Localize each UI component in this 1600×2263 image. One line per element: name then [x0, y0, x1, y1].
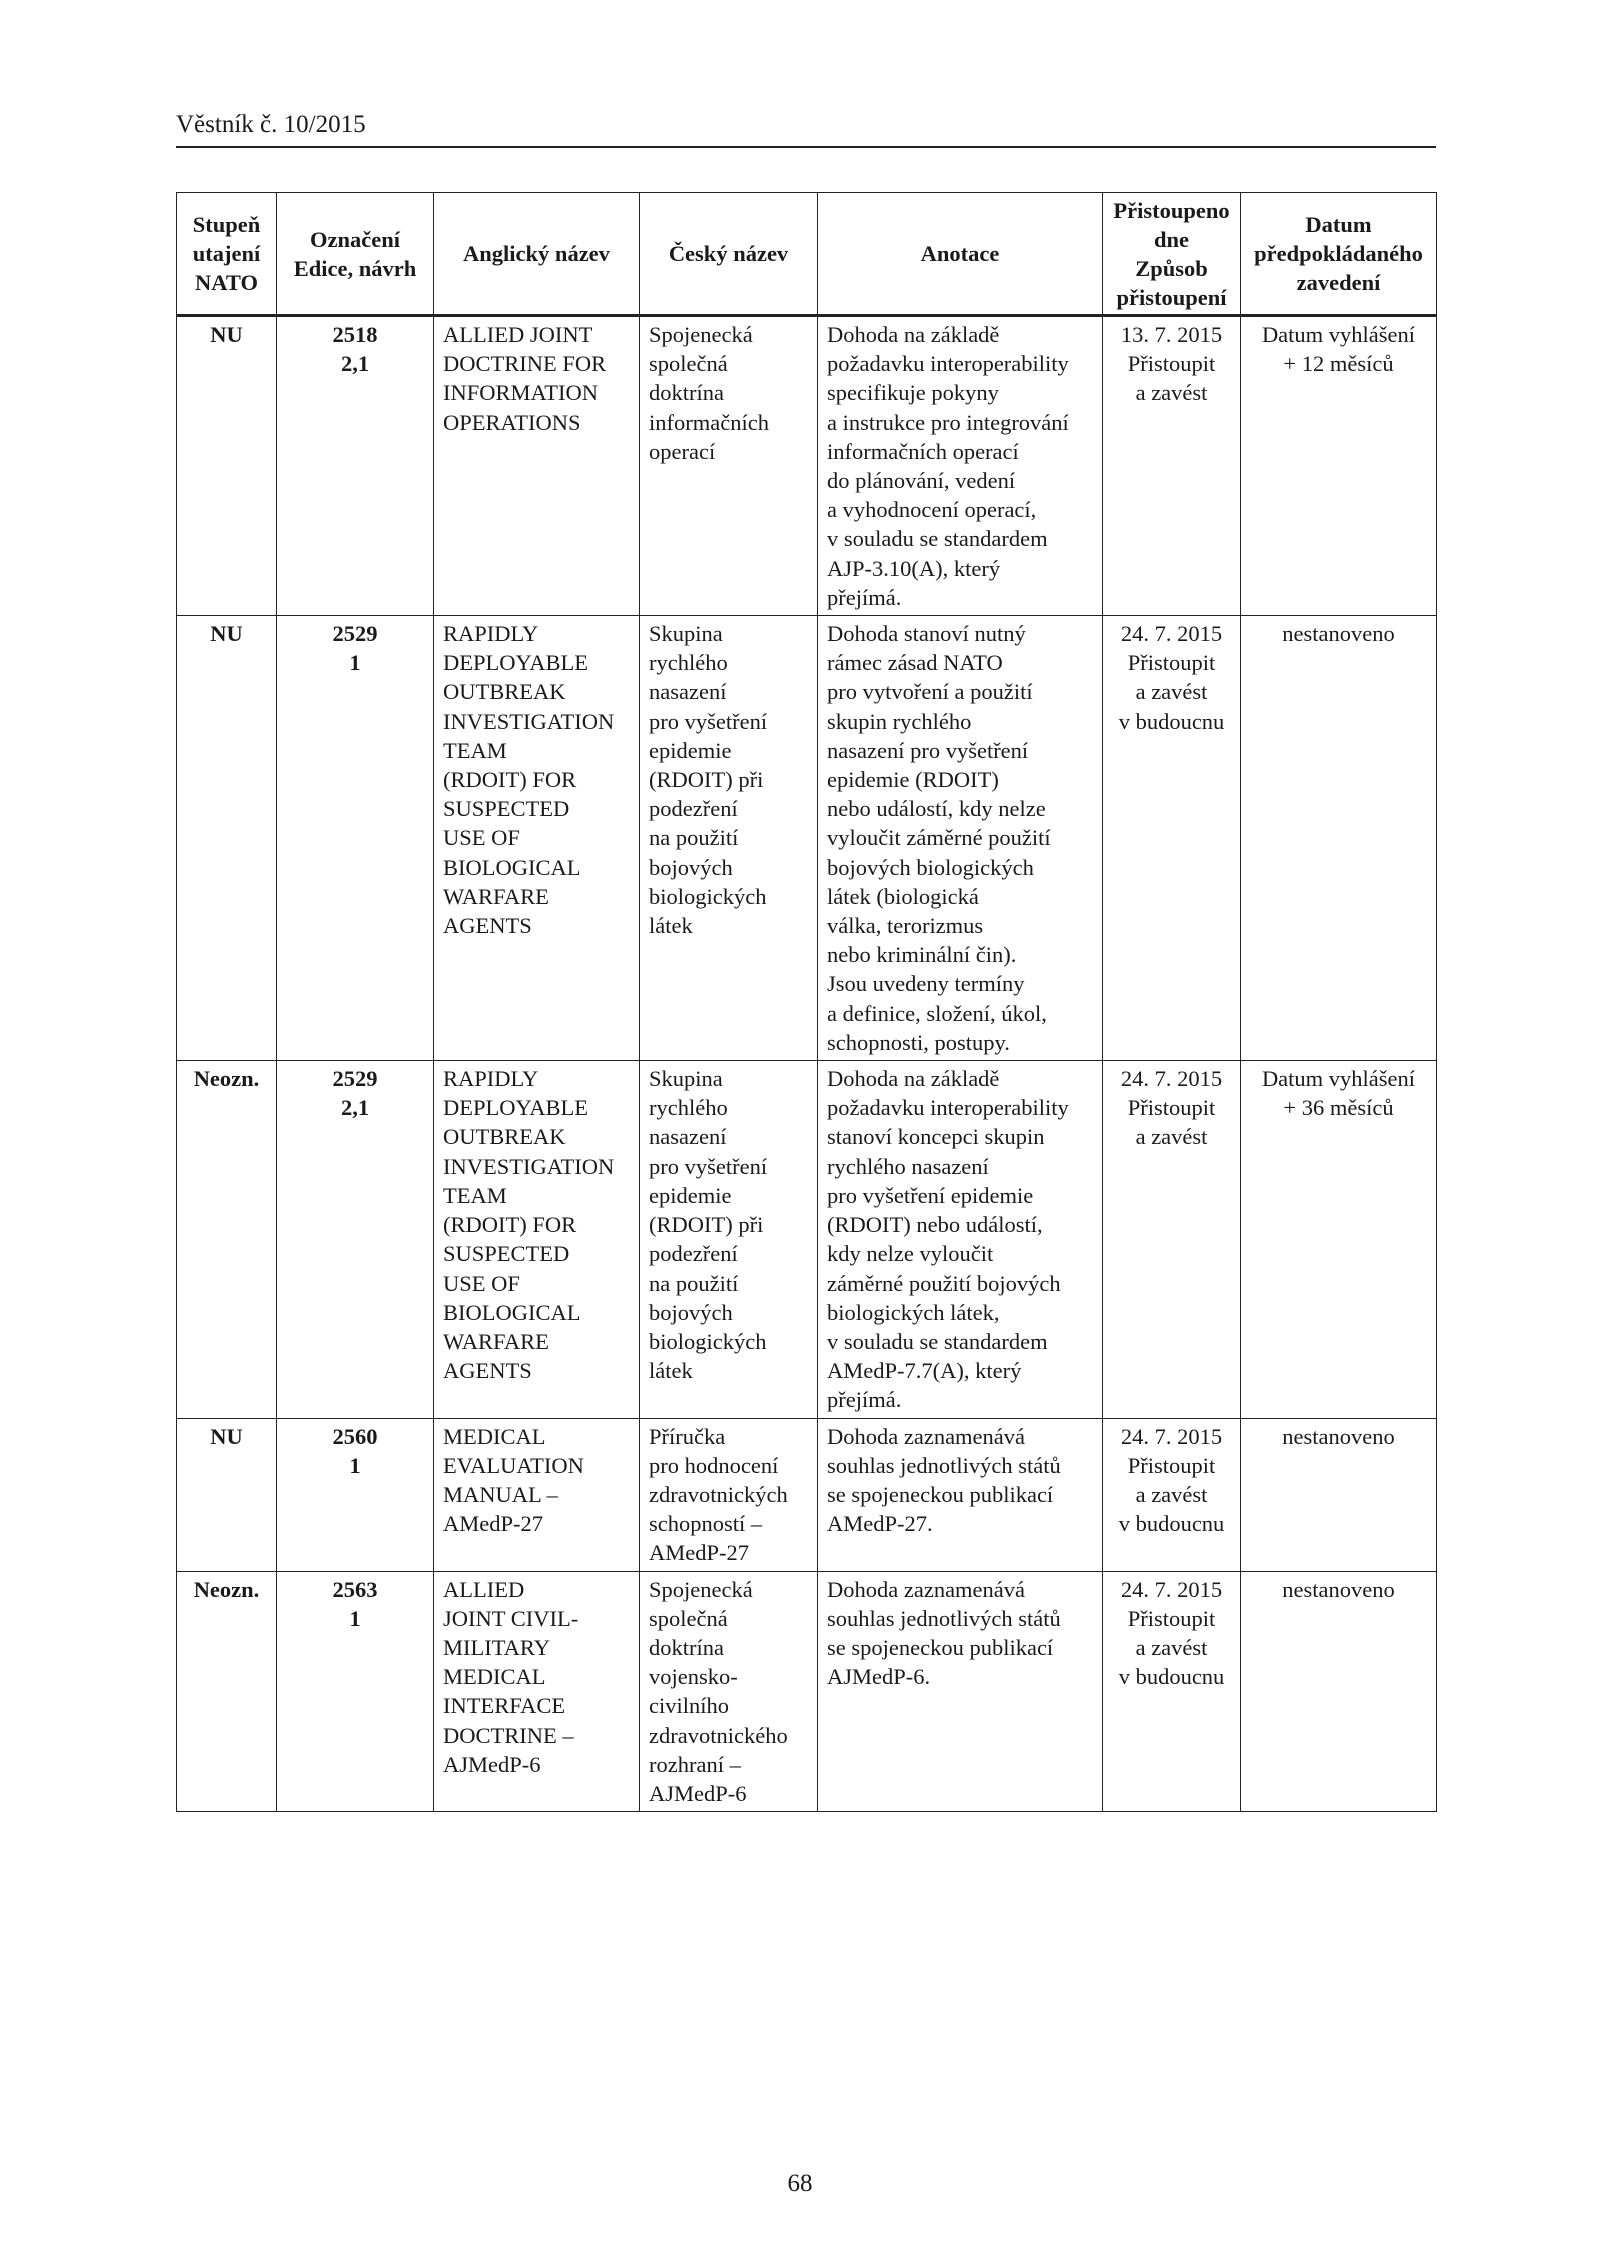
cell-line: DOCTRINE –	[443, 1722, 574, 1748]
cell-line: MANUAL –	[443, 1481, 558, 1507]
cell-line: nasazení	[649, 679, 727, 705]
cell-line: ALLIED	[443, 1576, 525, 1602]
cell-line: 2529	[332, 1066, 378, 1092]
ratification-cell	[1103, 1571, 1241, 1812]
page-header	[176, 110, 1436, 148]
cell-line: AJP-3.10(A), který	[827, 555, 1001, 581]
cell-line: Skupina	[649, 1066, 723, 1092]
col-stupen-utajeni-header	[177, 193, 277, 316]
ratification-cell	[1103, 1418, 1241, 1571]
table-header	[177, 193, 1437, 316]
cell-line: USE OF	[443, 1270, 520, 1296]
cell-line: 24. 7. 2015	[1120, 1423, 1223, 1449]
cell-line: Český název	[668, 241, 789, 266]
cell-line: a zavést	[1135, 1124, 1208, 1150]
cell-line: pro vyšetření epidemie	[827, 1182, 1034, 1208]
cell-line: civilního	[649, 1693, 729, 1719]
cell-line: 13. 7. 2015	[1120, 322, 1223, 347]
cell-line: 2560	[332, 1423, 378, 1449]
annotation-cell	[818, 1061, 1103, 1418]
cell-line: AJMedP-6	[649, 1780, 747, 1806]
classification-cell: NU	[177, 1418, 277, 1571]
ratification-cell	[1103, 616, 1241, 1061]
annotation-cell	[818, 616, 1103, 1061]
cell-line: AGENTS	[443, 1358, 532, 1384]
table-row	[177, 1061, 1437, 1418]
czech-title-cell	[640, 1571, 818, 1812]
col-cesky-nazev-header	[640, 193, 818, 316]
cell-line: INVESTIGATION	[443, 1153, 615, 1179]
cell-line: AGENTS	[443, 913, 532, 939]
stanag-number-cell	[277, 1418, 434, 1571]
cell-line: požadavku interoperability	[827, 351, 1069, 377]
cell-line: WARFARE	[443, 883, 549, 909]
czech-title-cell	[640, 1061, 818, 1418]
table-row	[177, 1571, 1437, 1812]
stanag-number-cell	[277, 616, 434, 1061]
classification-cell: Neozn.	[177, 1571, 277, 1812]
stanag-number-cell	[277, 1571, 434, 1812]
cell-line: Přistoupeno	[1113, 197, 1230, 223]
cell-line: AJMedP-6.	[827, 1664, 931, 1690]
cell-line: INTERFACE	[443, 1693, 566, 1719]
cell-line: bojových	[649, 1299, 733, 1325]
cell-line: TEAM	[443, 737, 507, 763]
implementation-date-cell	[1241, 316, 1437, 616]
cell-line: zavedení	[1296, 270, 1381, 295]
classification-cell: Neozn.	[177, 1061, 277, 1418]
cell-line: do plánování, vedení	[827, 468, 1016, 494]
cell-line: Anglický název	[463, 241, 610, 266]
cell-line: bojových biologických	[827, 854, 1034, 880]
cell-line: Označení	[310, 226, 400, 252]
cell-line: TEAM	[443, 1182, 507, 1208]
cell-line: rychlého nasazení	[827, 1153, 989, 1179]
col-oznaceni-header	[277, 193, 434, 316]
cell-line: epidemie	[649, 1182, 732, 1208]
cell-line: zdravotnických	[649, 1481, 788, 1507]
cell-line: podezření	[649, 1241, 738, 1267]
cell-line: látek	[649, 1358, 693, 1384]
cell-line: MILITARY	[443, 1634, 550, 1660]
classification-cell: NU	[177, 316, 277, 616]
english-title-cell	[434, 616, 640, 1061]
cell-line: SUSPECTED	[443, 1241, 570, 1267]
implementation-date-cell	[1241, 1418, 1437, 1571]
cell-line: nebo událostí, kdy nelze	[827, 796, 1046, 822]
cell-line: schopnosti, postupy.	[827, 1029, 1010, 1055]
cell-line: látek	[649, 913, 693, 939]
cell-line: biologických látek,	[827, 1299, 1000, 1325]
cell-line: válka, terorizmus	[827, 913, 984, 939]
cell-line: vojensko-	[649, 1664, 738, 1690]
cell-line: ALLIED JOINT	[443, 322, 593, 347]
cell-line: JOINT CIVIL-	[443, 1605, 579, 1631]
cell-line: 2,1	[340, 1095, 370, 1121]
cell-line: látek (biologická	[827, 883, 979, 909]
cell-line: bojových	[649, 854, 733, 880]
cell-line: na použití	[649, 825, 739, 851]
cell-line: 1	[349, 650, 361, 676]
cell-line: 2529	[332, 621, 378, 647]
cell-line: Spojenecká	[649, 1576, 753, 1602]
cell-line: pro hodnocení	[649, 1452, 779, 1478]
cell-line: informačních	[649, 409, 769, 435]
cell-line: (RDOIT) nebo událostí,	[827, 1212, 1043, 1238]
cell-line: Přistoupit	[1127, 351, 1216, 377]
cell-line: RAPIDLY	[443, 621, 539, 647]
cell-line: souhlas jednotlivých států	[827, 1605, 1061, 1631]
cell-line: MEDICAL	[443, 1664, 546, 1690]
cell-line: přejímá.	[827, 1387, 902, 1413]
cell-line: a vyhodnocení operací,	[827, 497, 1037, 523]
cell-line: požadavku interoperability	[827, 1095, 1069, 1121]
stanag-table	[176, 192, 1437, 1812]
cell-line: + 36 měsíců	[1283, 1095, 1394, 1121]
cell-line: přistoupení	[1116, 284, 1227, 310]
cell-line: Dohoda zaznamenává	[827, 1423, 1026, 1449]
cell-line: Přistoupit	[1127, 1605, 1216, 1631]
page-number: 68	[787, 2170, 813, 2197]
english-title-cell	[434, 1061, 640, 1418]
cell-line: a zavést	[1135, 1481, 1208, 1507]
table-row	[177, 1418, 1437, 1571]
cell-line: a definice, složení, úkol,	[827, 1000, 1047, 1026]
cell-line: OUTBREAK	[443, 1124, 566, 1150]
bulletin-title: Věstník č. 10/2015	[176, 111, 366, 138]
cell-line: nasazení pro vyšetření	[827, 737, 1029, 763]
cell-line: přejímá.	[827, 584, 902, 610]
cell-line: BIOLOGICAL	[443, 1299, 581, 1325]
cell-line: v budoucnu	[1118, 1664, 1225, 1690]
cell-line: pro vytvoření a použití	[827, 679, 1033, 705]
cell-line: předpokládaného	[1254, 241, 1423, 266]
english-title-cell	[434, 1571, 640, 1812]
cell-line: utajení	[192, 241, 261, 266]
cell-line: nestanoveno	[1282, 621, 1395, 647]
col-anotace-header	[818, 193, 1103, 316]
cell-line: AMedP-7.7(A), který	[827, 1358, 1022, 1384]
cell-line: rámec zásad NATO	[827, 650, 1003, 676]
cell-line: podezření	[649, 796, 738, 822]
cell-line: nestanoveno	[1282, 1576, 1395, 1602]
cell-line: 2563	[332, 1576, 378, 1602]
implementation-date-cell	[1241, 616, 1437, 1061]
cell-line: OPERATIONS	[443, 409, 581, 435]
header-row	[177, 193, 1437, 316]
cell-line: + 12 měsíců	[1283, 351, 1394, 377]
annotation-cell	[818, 1571, 1103, 1812]
cell-line: biologických	[649, 1328, 767, 1354]
english-title-cell	[434, 316, 640, 616]
cell-line: Přistoupit	[1127, 1095, 1216, 1121]
cell-line: Spojenecká	[649, 322, 753, 347]
cell-line: NATO	[195, 270, 258, 295]
annotation-cell	[818, 316, 1103, 616]
classification-cell: NU	[177, 616, 277, 1061]
cell-line: a zavést	[1135, 1634, 1208, 1660]
czech-title-cell	[640, 316, 818, 616]
implementation-date-cell	[1241, 1061, 1437, 1418]
cell-line: OUTBREAK	[443, 679, 566, 705]
cell-line: skupin rychlého	[827, 708, 972, 734]
cell-line: stanoví koncepci skupin	[827, 1124, 1045, 1150]
cell-line: epidemie	[649, 737, 732, 763]
cell-line: DEPLOYABLE	[443, 650, 588, 676]
czech-title-cell	[640, 1418, 818, 1571]
cell-line: (RDOIT) FOR	[443, 767, 577, 793]
cell-line: dne	[1153, 226, 1189, 252]
table-body	[177, 316, 1437, 1812]
cell-line: Dohoda stanoví nutný	[827, 621, 1026, 647]
cell-line: (RDOIT) při	[649, 1212, 764, 1238]
cell-line: a instrukce pro integrování	[827, 409, 1069, 435]
cell-line: společná	[649, 1605, 728, 1631]
cell-line: rozhraní –	[649, 1751, 741, 1777]
cell-line: na použití	[649, 1270, 739, 1296]
cell-line: operací	[649, 438, 716, 464]
cell-line: 24. 7. 2015	[1120, 1576, 1223, 1602]
cell-line: 2,1	[340, 351, 370, 377]
stanag-number-cell	[277, 1061, 434, 1418]
cell-line: zdravotnického	[649, 1722, 788, 1748]
cell-line: rychlého	[649, 650, 728, 676]
cell-line: Edice, návrh	[293, 255, 417, 281]
cell-line: schopností –	[649, 1511, 763, 1537]
cell-line: Datum vyhlášení	[1261, 1066, 1416, 1092]
cell-line: nestanoveno	[1282, 1423, 1395, 1449]
cell-line: Anotace	[920, 241, 1000, 266]
cell-line: Datum	[1305, 212, 1372, 237]
cell-line: AMedP-27	[649, 1540, 749, 1566]
cell-line: v souladu se standardem	[827, 526, 1048, 552]
cell-line: DEPLOYABLE	[443, 1095, 588, 1121]
cell-line: vyloučit záměrné použití	[827, 825, 1051, 851]
cell-line: INFORMATION	[443, 380, 599, 406]
cell-line: Skupina	[649, 621, 723, 647]
cell-line: INVESTIGATION	[443, 708, 615, 734]
english-title-cell	[434, 1418, 640, 1571]
cell-line: doktrína	[649, 1634, 724, 1660]
cell-line: EVALUATION	[443, 1452, 584, 1478]
annotation-cell	[818, 1418, 1103, 1571]
cell-line: záměrné použití bojových	[827, 1270, 1061, 1296]
cell-line: MEDICAL	[443, 1423, 546, 1449]
cell-line: Dohoda zaznamenává	[827, 1576, 1026, 1602]
table-row	[177, 316, 1437, 616]
cell-line: (RDOIT) FOR	[443, 1212, 577, 1238]
cell-line: Příručka	[649, 1423, 726, 1449]
col-datum-zavedeni-header	[1241, 193, 1437, 316]
col-anglicky-nazev-header	[434, 193, 640, 316]
implementation-date-cell	[1241, 1571, 1437, 1812]
cell-line: souhlas jednotlivých států	[827, 1452, 1061, 1478]
cell-line: společná	[649, 351, 728, 377]
col-pristoupeno-header	[1103, 193, 1241, 316]
cell-line: SUSPECTED	[443, 796, 570, 822]
cell-line: 1	[349, 1452, 361, 1478]
cell-line: nasazení	[649, 1124, 727, 1150]
table-row	[177, 616, 1437, 1061]
cell-line: AMedP-27.	[827, 1511, 933, 1537]
czech-title-cell	[640, 616, 818, 1061]
cell-line: WARFARE	[443, 1328, 549, 1354]
cell-line: Dohoda na základě	[827, 1066, 1000, 1092]
cell-line: se spojeneckou publikací	[827, 1634, 1054, 1660]
cell-line: AMedP-27	[443, 1511, 543, 1537]
cell-line: specifikuje pokyny	[827, 380, 999, 406]
ratification-cell	[1103, 316, 1241, 616]
cell-line: Datum vyhlášení	[1261, 322, 1416, 347]
cell-line: 24. 7. 2015	[1120, 1066, 1223, 1092]
cell-line: epidemie (RDOIT)	[827, 767, 999, 793]
ratification-cell	[1103, 1061, 1241, 1418]
cell-line: rychlého	[649, 1095, 728, 1121]
cell-line: RAPIDLY	[443, 1066, 539, 1092]
cell-line: se spojeneckou publikací	[827, 1481, 1054, 1507]
cell-line: Dohoda na základě	[827, 322, 1000, 347]
cell-line: doktrína	[649, 380, 724, 406]
cell-line: Přistoupit	[1127, 1452, 1216, 1478]
cell-line: pro vyšetření	[649, 708, 768, 734]
cell-line: BIOLOGICAL	[443, 854, 581, 880]
stanag-number-cell	[277, 316, 434, 616]
cell-line: 24. 7. 2015	[1120, 621, 1223, 647]
cell-line: (RDOIT) při	[649, 767, 764, 793]
cell-line: kdy nelze vyloučit	[827, 1241, 994, 1267]
cell-line: DOCTRINE FOR	[443, 351, 607, 377]
cell-line: v souladu se standardem	[827, 1328, 1048, 1354]
cell-line: v budoucnu	[1118, 708, 1225, 734]
cell-line: Přistoupit	[1127, 650, 1216, 676]
cell-line: USE OF	[443, 825, 520, 851]
cell-line: biologických	[649, 883, 767, 909]
cell-line: nebo kriminální čin).	[827, 942, 1017, 968]
cell-line: a zavést	[1135, 380, 1208, 406]
cell-line: v budoucnu	[1118, 1511, 1225, 1537]
cell-line: informačních operací	[827, 438, 1019, 464]
cell-line: Jsou uvedeny termíny	[827, 971, 1025, 997]
cell-line: Způsob	[1135, 255, 1208, 281]
cell-line: 2518	[332, 322, 378, 347]
cell-line: 1	[349, 1605, 361, 1631]
cell-line: AJMedP-6	[443, 1751, 541, 1777]
cell-line: Stupeň	[192, 212, 261, 237]
cell-line: a zavést	[1135, 679, 1208, 705]
cell-line: pro vyšetření	[649, 1153, 768, 1179]
